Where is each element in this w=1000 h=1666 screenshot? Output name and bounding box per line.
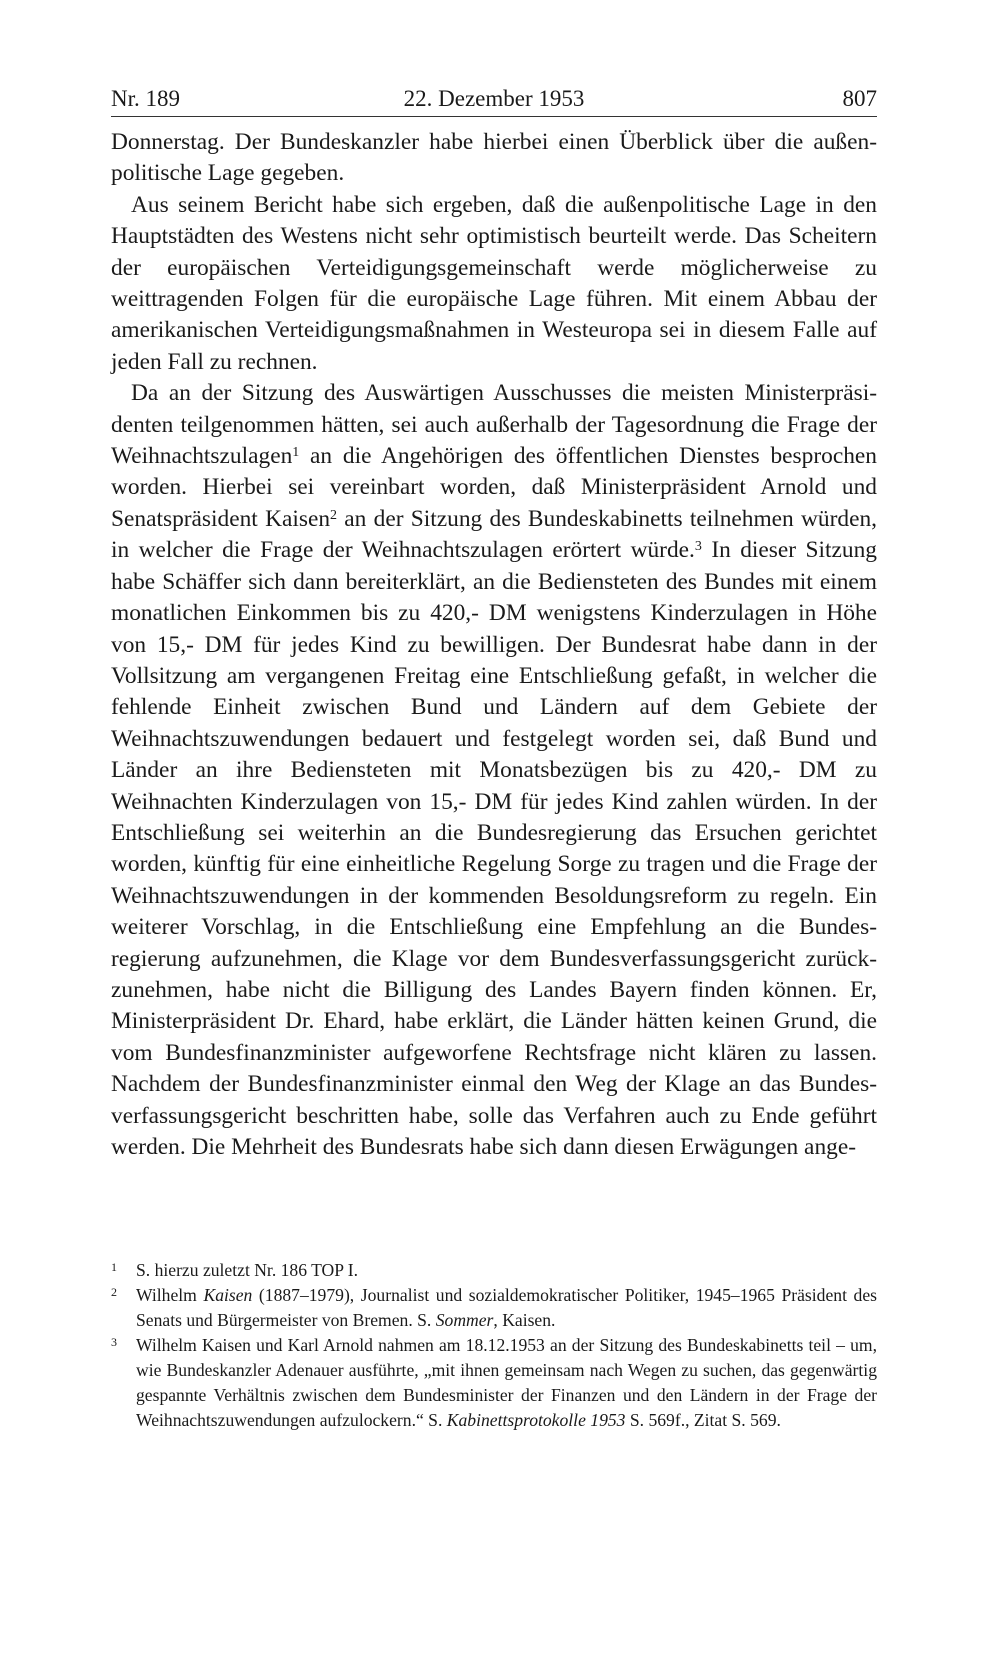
footnote-3-number: 3 (111, 1335, 117, 1349)
footnotes (111, 1258, 877, 1433)
footnote-1 (111, 1258, 877, 1283)
footnote-2-name: Kaisen (203, 1285, 253, 1305)
footnote-2 (111, 1283, 877, 1333)
page-number: 807 (842, 86, 877, 111)
footnote-2-mid: (1887–1979), Journalist und sozialdemokratischer Politiker, 1945–1965 Präsident des Senats und Bürgermeister von Bremen. S. (136, 1285, 877, 1330)
footnote-2-number: 2 (111, 1285, 117, 1299)
paragraph-1: Donnerstag. Der Bundeskanzler habe hierbei einen Überblick über die außenpolitische Lage gegeben. (111, 129, 877, 187)
footnote-3 (111, 1333, 877, 1433)
paragraph-3-part-b: an die Angehörigen des öffentlichen Dienstes besprochen worden. Hierbei sei vereinbart worden, daß Ministerpräsident Arnold und Senatspräsident Kaisen (111, 443, 877, 532)
footnote-1-number: 1 (111, 1260, 117, 1274)
footnote-ref-1[interactable]: 1 (292, 445, 300, 461)
footnote-3-reference: Kabinettsprotokolle 1953 (446, 1410, 626, 1430)
paragraph-3-part-d: In dieser Sitzung habe Schäffer sich dann bereiterklärt, an die Bediensteten des Bundes mit einem monatlichen Einkommen bis zu 420,- DM wenigstens Kinderzulagen in Höhe von 15,- DM für jedes Kind zu bewilligen. Der Bundesrat habe dann in der Vollsitzung am vergangenen Freitag eine Entschließung gefaßt, in welcher die fehlende Einheit zwischen Bund und Ländern auf dem Gebiete der Weihnachtszuwendungen bedauert und festgelegt worden sei, daß Bund und Länder an ihre Bediensteten mit Monatsbezügen bis zu 420,- DM zu Weihnachten Kinderzulagen von 15,- DM für jedes Kind zahlen würden. In der Entschließung sei weiterhin an die Bundesregierung das Ersuchen gerichtet worden, künftig für eine einheitliche Regelung Sorge zu tragen und die Frage der Weihnachtszuwendungen in der kommenden Besoldungsreform zu regeln. Ein weiterer Vorschlag, in die Entschließung eine Empfehlung an die Bundesregierung aufzunehmen, die Klage vor dem Bundesverfassungsgericht zurückzunehmen, habe nicht die Billigung des Landes Bayern finden können. Er, Ministerpräsident Dr. Ehard, habe erklärt, die Länder hätten keinen Grund, die vom Bundesfinanzminister aufgeworfene Rechtsfrage nicht klären zu lassen. Nachdem der Bundesfinanzminister einmal den Weg der Klage an das Bundesverfassungsgericht beschritten habe, solle das Verfahren auch zu Ende geführt werden. Die Mehrheit des Bundesrats habe sich dann diesen Erwägungen ange- (111, 537, 877, 1160)
footnote-ref-2[interactable]: 2 (330, 507, 338, 523)
paragraph-2: Aus seinem Bericht habe sich ergeben, daß die außenpolitische Lage in den Hauptstädten des Westens nicht sehr optimistisch beurteilt werde. Das Scheitern der europäischen Verteidigungsgemeinschaft werde möglicherweise zu weittragenden Folgen für die europäische Lage führen. Mit einem Abbau der amerikanischen Verteidigungsmaßnahmen in Westeuropa sei in diesem Falle auf jeden Fall zu rechnen. (111, 191, 877, 375)
running-head (111, 82, 877, 117)
footnote-3-post: S. 569f., Zitat S. 569. (625, 1410, 781, 1430)
page-content (111, 82, 877, 1163)
footnote-2-reference: Sommer (435, 1310, 494, 1330)
footnote-3-pre: Wilhelm Kaisen und Karl Arnold nahmen am 18.12.1953 an der Sitzung des Bundeskabinetts teil – um, wie Bundeskanzler Adenauer ausführte, „mit ihnen gemeinsam nach Wegen zu suchen, das gegenwärtig gespannte Verhältnis zwischen dem Bundesminister der Finanzen und den Ländern in der Frage der Weihnachtszuwendungen aufzulockern.“ S. (136, 1335, 877, 1430)
paragraph-3-part-a: Da an der Sitzung des Auswärtigen Ausschusses die meisten Ministerpräsidenten teilgenommen hätten, sei auch außerhalb der Tagesordnung die Frage der Weihnachtszulagen (111, 380, 877, 470)
footnote-2-pre: Wilhelm (136, 1285, 204, 1305)
paragraph-3 (111, 378, 877, 1163)
footnote-2-post: , Kaisen. (493, 1310, 556, 1330)
paragraph-3-part-c: an der Sitzung des Bundeskabinetts teilnehmen würden, in welcher die Frage der Weihnachtszulagen erörtert würde. (111, 505, 877, 564)
document-number: Nr. 189 (111, 86, 180, 111)
footnote-1-text: S. hierzu zuletzt Nr. 186 TOP I. (136, 1260, 359, 1280)
document-date: 22. Dezember 1953 (403, 86, 585, 111)
footnote-ref-3[interactable]: 3 (694, 539, 702, 555)
body-text (111, 127, 877, 1163)
